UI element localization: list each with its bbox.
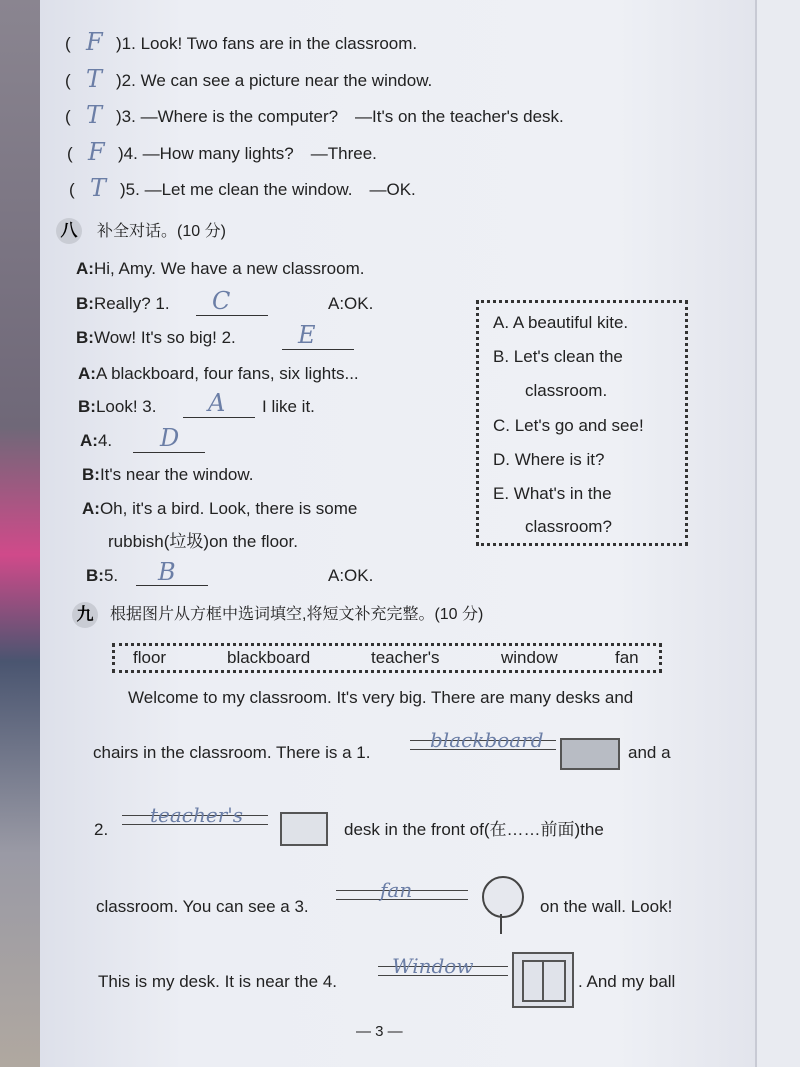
handwritten-answer: B — [158, 558, 176, 586]
paren-open: ( — [65, 107, 71, 126]
option: E. What's in the — [493, 484, 612, 503]
dialogue-line: I like it. — [262, 397, 315, 416]
statement: —Let me clean the window. —OK. — [144, 180, 416, 199]
section-marker: 九 — [72, 602, 98, 628]
dialogue-line: 4. — [97, 431, 113, 450]
speaker: B: — [82, 465, 100, 484]
speaker: B: — [78, 397, 96, 416]
passage-text: This is my desk. It is near the 4. — [98, 972, 338, 991]
fan-picture — [482, 876, 524, 918]
adjacent-page — [755, 0, 800, 1067]
section-title: 根据图片从方框中选词填空,将短文补充完整。(10 分) — [110, 606, 484, 623]
option: classroom? — [525, 517, 612, 536]
blackboard-picture — [560, 738, 620, 770]
passage-text: Welcome to my classroom. It's very big. There are many desks and — [128, 688, 634, 707]
dialogue-line: It's near the window. — [99, 465, 254, 484]
item-number: 1. — [121, 34, 136, 53]
option: A. A beautiful kite. — [493, 313, 629, 332]
speaker: A: — [78, 364, 96, 383]
dialogue-line: A blackboard, four fans, six lights... — [95, 364, 359, 383]
handwritten-answer: D — [160, 424, 180, 452]
statement: We can see a picture near the window. — [140, 71, 433, 90]
option: classroom. — [525, 381, 608, 400]
teacher-desk-picture — [280, 812, 328, 846]
item-number: 5. — [125, 180, 140, 199]
handwritten-answer: teacher's — [150, 803, 244, 827]
handwritten-answer: Window — [392, 954, 474, 978]
handwritten-answer: F — [86, 28, 103, 56]
speaker: A: — [80, 431, 98, 450]
word-option: blackboard — [227, 648, 311, 667]
paren-open: ( — [67, 144, 73, 163]
speaker: B: — [76, 294, 94, 313]
options-box — [476, 300, 688, 546]
passage-text: classroom. You can see a 3. — [96, 897, 309, 916]
passage-text: desk in the front of(在……前面)the — [344, 820, 604, 839]
passage-text: . And my ball — [578, 972, 676, 991]
paren-open: ( — [65, 71, 71, 90]
speaker: A: — [76, 259, 94, 278]
item-number: 2. — [121, 71, 136, 90]
handwritten-answer: fan — [380, 878, 413, 902]
passage-text: chairs in the classroom. There is a 1. — [93, 743, 371, 762]
dialogue-line: Really? 1. — [93, 294, 170, 313]
handwritten-answer: blackboard — [430, 728, 544, 752]
word-option: floor — [133, 648, 167, 667]
page-number: — 3 — — [356, 1023, 403, 1040]
fan-stand — [500, 914, 502, 934]
dialogue-line: Look! 3. — [95, 397, 157, 416]
dialogue-line: Oh, it's a bird. Look, there is some — [99, 499, 358, 518]
window-picture — [512, 952, 574, 1008]
speaker: B: — [76, 328, 94, 347]
dialogue-line: Wow! It's so big! 2. — [93, 328, 236, 347]
passage-text: on the wall. Look! — [540, 897, 673, 916]
statement: —How many lights? —Three. — [142, 144, 377, 163]
word-option: fan — [615, 648, 639, 667]
item-number: 4. — [123, 144, 138, 163]
dialogue-line: A:OK. — [328, 294, 374, 313]
speaker: B: — [86, 566, 104, 585]
option: C. Let's go and see! — [493, 416, 644, 435]
dialogue-line: rubbish(垃圾)on the floor. — [108, 532, 298, 551]
section-title: 补全对话。(10 分) — [97, 223, 226, 240]
item-number: 3. — [121, 107, 136, 126]
section-marker: 八 — [56, 218, 82, 244]
option: D. Where is it? — [493, 450, 605, 469]
dialogue-line: Hi, Amy. We have a new classroom. — [93, 259, 365, 278]
dialogue-line: A:OK. — [328, 566, 374, 585]
passage-text: 2. — [94, 820, 109, 839]
passage-text: and a — [628, 743, 671, 762]
statement: Look! Two fans are in the classroom. — [140, 34, 418, 53]
word-bank — [112, 643, 662, 673]
paren-open: ( — [69, 180, 75, 199]
statement: —Where is the computer? —It's on the teacher's desk. — [140, 107, 564, 126]
handwritten-answer: F — [88, 138, 105, 166]
word-option: window — [501, 648, 558, 667]
speaker: A: — [82, 499, 100, 518]
handwritten-answer: T — [86, 65, 103, 93]
word-option: teacher's — [371, 648, 440, 667]
dialogue-line: 5. — [103, 566, 119, 585]
handwritten-answer: T — [86, 101, 103, 129]
handwritten-answer: A — [208, 389, 226, 417]
handwritten-answer: E — [298, 321, 316, 349]
desk-background — [0, 0, 40, 1067]
handwritten-answer: T — [90, 174, 107, 202]
handwritten-answer: C — [212, 287, 231, 315]
option: B. Let's clean the — [493, 347, 623, 366]
paren-open: ( — [65, 34, 71, 53]
